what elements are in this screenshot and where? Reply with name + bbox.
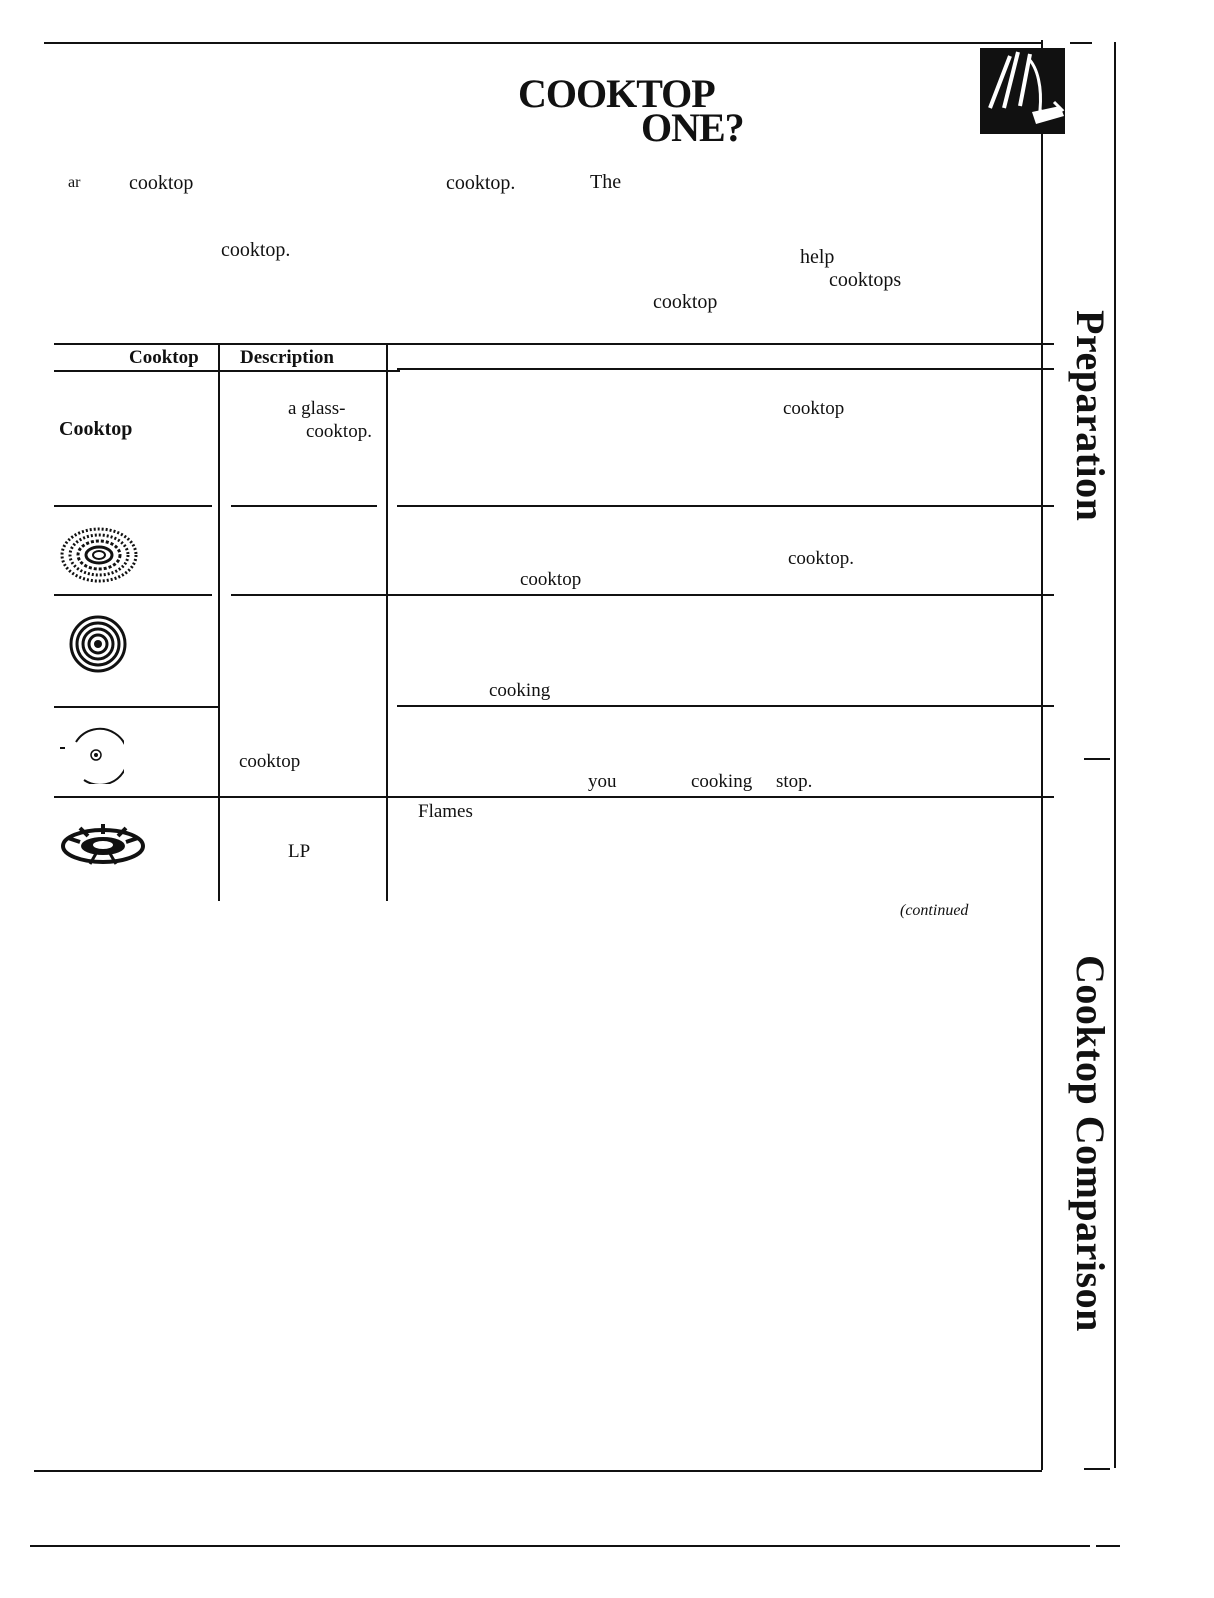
- top-rule: [44, 42, 1042, 44]
- outer-margin-rule: [1114, 42, 1116, 1468]
- footer-rule: [30, 1545, 1090, 1547]
- continued-note: (continued: [900, 902, 969, 919]
- row-rule: [231, 505, 377, 507]
- row-rule: [397, 505, 1054, 507]
- page-title-line2: ONE?: [641, 105, 744, 150]
- intro-word: help: [800, 246, 835, 268]
- radiant-element-icon: [60, 526, 138, 584]
- page-title: COOKTOP: [518, 71, 715, 116]
- sidebar-section-preparation: Preparation: [1068, 310, 1113, 522]
- row-detail: cooking: [691, 771, 753, 792]
- column-divider: [218, 345, 220, 901]
- intro-word: cooktop: [129, 172, 194, 194]
- row-description: cooktop: [239, 751, 301, 772]
- table-header-rule: [397, 368, 1054, 370]
- row-rule: [54, 505, 212, 507]
- footer-tick: [1096, 1545, 1120, 1547]
- row-rule: [397, 705, 1054, 707]
- row-cooktop-name: Cooktop: [59, 418, 133, 440]
- intro-word: cooktop.: [221, 239, 291, 261]
- row-rule: [54, 594, 212, 596]
- coil-element-icon: [68, 614, 128, 674]
- intro-fragment: ar: [68, 174, 81, 191]
- row-rule: [54, 796, 1054, 798]
- row-rule: [231, 594, 1054, 596]
- intro-word: cooktop: [653, 291, 718, 313]
- column-header-cooktop: Cooktop: [129, 347, 199, 368]
- row-detail: stop.: [776, 771, 813, 792]
- row-detail: cooktop: [520, 569, 582, 590]
- intro-word: The: [590, 171, 622, 193]
- bottom-rule: [34, 1470, 1042, 1472]
- row-description: a glass-: [288, 398, 346, 419]
- row-detail: you: [588, 771, 617, 792]
- intro-word: cooktop.: [446, 172, 516, 194]
- margin-tick: [1084, 758, 1110, 760]
- row-detail: Flames: [418, 801, 473, 822]
- sidebar-section-cooktop-comparison: Cooktop Comparison: [1068, 955, 1113, 1332]
- intro-word: cooktops: [829, 269, 902, 291]
- halogen-element-icon: [58, 726, 124, 784]
- column-divider: [386, 345, 388, 901]
- row-detail: cooking: [489, 680, 551, 701]
- table-top-rule: [54, 343, 1054, 345]
- row-rule: [54, 706, 220, 708]
- margin-tick: [1084, 1468, 1110, 1470]
- row-description: LP: [288, 841, 311, 862]
- row-detail: cooktop: [783, 398, 845, 419]
- table-header-rule: [54, 370, 400, 372]
- hand-touch-icon: [980, 48, 1065, 134]
- right-margin-rule: [1041, 40, 1043, 1470]
- margin-tick: [1070, 42, 1092, 44]
- row-description: cooktop.: [306, 421, 372, 442]
- row-detail: cooktop.: [788, 548, 854, 569]
- column-header-description: Description: [240, 347, 334, 368]
- gas-burner-icon: [60, 820, 146, 870]
